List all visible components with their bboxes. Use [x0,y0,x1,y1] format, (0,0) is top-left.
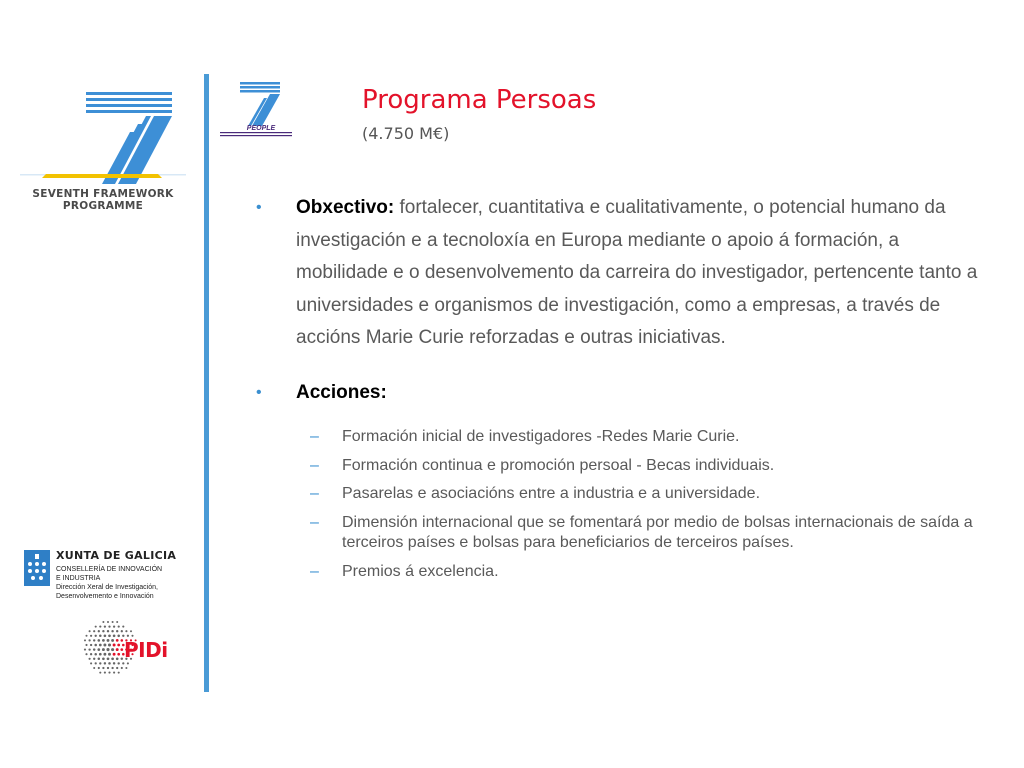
seventh-framework-programme-logo [18,84,188,224]
ipidi-dot [131,635,133,637]
ipidi-dot [98,630,100,632]
list-item-text: Premios á excelencia. [342,562,499,580]
bullet-actions [256,377,986,410]
dash-icon: – [310,485,319,502]
ipidi-dot [122,626,124,628]
dash-icon: – [310,513,319,531]
ipidi-dot [90,653,92,655]
ipidi-dot [85,653,87,655]
ipidi-dot [98,658,101,661]
list-item-text: Dimensión internacional que se fomentará por medio de bolsas internacionais de saída a terceiros países e bolsas para beneficiarios de terceiros países. [342,513,973,551]
ipidi-dot [112,621,114,623]
ipidi-dot [93,648,95,650]
ipidi-dot [99,644,102,647]
ipidi-dot [93,630,95,632]
ipidi-dot [99,626,101,628]
ipidi-dot [88,639,90,641]
ipidi-dot [98,667,100,669]
ipidi-dot [127,662,129,664]
ipidi-dot [95,662,97,664]
slide-subtitle: (4.750 M€) [362,124,450,143]
bullet-label: Acciones: [296,381,387,403]
ipidi-dot [97,648,100,651]
ipidi-wordmark: PIDi [124,638,168,662]
ipidi-dot [113,653,116,656]
fp7-line-1: SEVENTH FRAMEWORK [32,188,174,200]
list-item-text: Pasarelas e asociacións entre a industria e a universidade. [342,485,761,502]
dash-icon: – [310,456,319,474]
list-item [256,484,986,505]
ipidi-dot [121,658,123,660]
dash-icon: – [310,428,319,445]
ipidi-dot [89,630,91,632]
xunta-dept-line-2: E INDUSTRIA [56,574,101,582]
ipidi-dot [113,625,115,627]
ipidi-dot [93,667,95,669]
ipidi-dot [116,621,118,623]
fp7-people-logo [218,80,294,140]
ipidi-dot [95,635,97,637]
bullet-dot-icon: • [256,383,262,401]
ipidi-dot [103,644,106,647]
ipidi-dot [84,639,86,641]
list-item [256,427,986,448]
ipidi-dot [117,635,120,638]
xunta-de-galicia-logo [24,548,194,610]
ipidi-dot [116,630,118,632]
ipidi-dot [130,630,132,632]
ipidi-dot [116,657,119,660]
ipidi-dot [122,635,124,637]
ipidi-dot [89,658,91,660]
ipidi-dot [108,634,111,637]
people-label: PEOPLE [246,125,276,132]
ipidi-dot [118,672,120,674]
bullet-dot-icon: • [256,199,262,216]
slide-title: Programa Persoas [362,85,597,115]
ipidi-dot [94,644,97,647]
ipidi-dot [111,630,113,632]
ipidi-dot [121,630,123,632]
ipidi-dot [116,639,119,642]
ipidi-dot [107,657,110,660]
xunta-dir-line-2: Desenvolvemento e Innovación [56,592,154,600]
ipidi-dot [90,635,92,637]
ipidi-dot [111,667,113,669]
xunta-directorate [56,584,206,601]
fp7-line-2: PROGRAMME [62,200,144,212]
list-item [256,456,986,477]
ipidi-dot [117,662,119,664]
ipidi-dot [120,648,123,651]
ipidi-dot [102,648,105,651]
actions-list [256,427,986,582]
ipidi-dot [111,657,114,660]
ipidi-dot [108,662,111,665]
ipidi-dot [113,644,116,647]
ipidi-dot [108,625,110,627]
ipidi-dot [104,662,106,664]
ipidi-dot [104,625,106,627]
ipidi-dot [102,621,104,623]
ipidi-dot [90,644,92,646]
ipidi-dot [111,648,114,651]
bullet-objective [256,192,986,355]
ipidi-dot [88,648,90,650]
ipidi-dot [102,667,104,669]
ipidi-dot [107,667,109,669]
ipidi-dot [121,639,124,642]
xunta-dir-line-1: Dirección Xeral de Investigación, [56,584,158,591]
ipidi-dot [118,626,120,628]
ipidi-dot [113,672,115,674]
ipidi-dot [125,630,127,632]
ipidi-dot [108,653,111,656]
ipidi-dot [108,643,111,646]
ipidi-dot [98,639,101,642]
ipidi-dot [113,662,115,664]
ipidi-dot [102,639,105,642]
ipidi-dot [85,635,87,637]
ipidi-dot [107,639,110,642]
slide-content [256,192,986,590]
ipidi-dot [90,662,92,664]
ipidi-dot [106,648,109,651]
ipidi-dot [121,667,123,669]
dash-icon: – [310,562,319,580]
ipidi-dot [108,672,110,674]
ipidi-dot [116,648,119,651]
ipidi-dot [99,672,101,674]
list-item-text: Formación continua e promoción persoal - Becas individuais. [342,456,775,474]
ipidi-dot [102,630,104,632]
ipidi-dot [99,662,101,664]
list-item [256,513,986,554]
xunta-dept-line-1: CONSELLERÍA DE INNOVACIÓN [56,566,163,573]
ipidi-dot [116,667,118,669]
ipidi-dot [111,639,114,642]
ipidi-logo [80,618,190,678]
ipidi-dot [104,672,106,674]
ipidi-dot [99,635,102,638]
ipidi-dot [94,653,97,656]
ipidi-dot [99,653,102,656]
xunta-department [56,566,206,583]
ipidi-dot [102,657,105,660]
fp7-seven-icon [18,84,188,184]
ipidi-dot [104,634,107,637]
bullet-label: Obxectivo: [296,197,395,218]
list-item-text: Formación inicial de investigadores -Redes Marie Curie. [342,428,740,445]
ipidi-dot [95,626,97,628]
ipidi-dot [85,644,87,646]
ipidi-dot [93,639,95,641]
ipidi-dot [125,667,127,669]
ipidi-dot [117,644,120,647]
ipidi-dot [107,630,109,632]
ipidi-dot [127,635,129,637]
ipidi-dot [122,662,124,664]
ipidi-dot [107,621,109,623]
list-item [256,562,986,583]
ipidi-dot [93,658,95,660]
ipidi-dot [103,653,106,656]
fp7-wordmark [18,188,188,212]
ipidi-dot [113,634,116,637]
galicia-coat-of-arms-icon [24,550,50,586]
bullet-text: fortalecer, cuantitativa e cualitativamente, o potencial humano da investigación e a tecnoloxía en Europa mediante o apoio á formación, a mobilidade e o desenvolvemento da carreira do investigador, pertencente tanto a universidades e organismos de investigación, como a empresas, a través de accións Marie Curie reforzadas e outras iniciativas. [296,197,978,348]
ipidi-dot [117,653,120,656]
xunta-name: XUNTA DE GALICIA [56,549,177,562]
ipidi-dot [84,649,86,651]
